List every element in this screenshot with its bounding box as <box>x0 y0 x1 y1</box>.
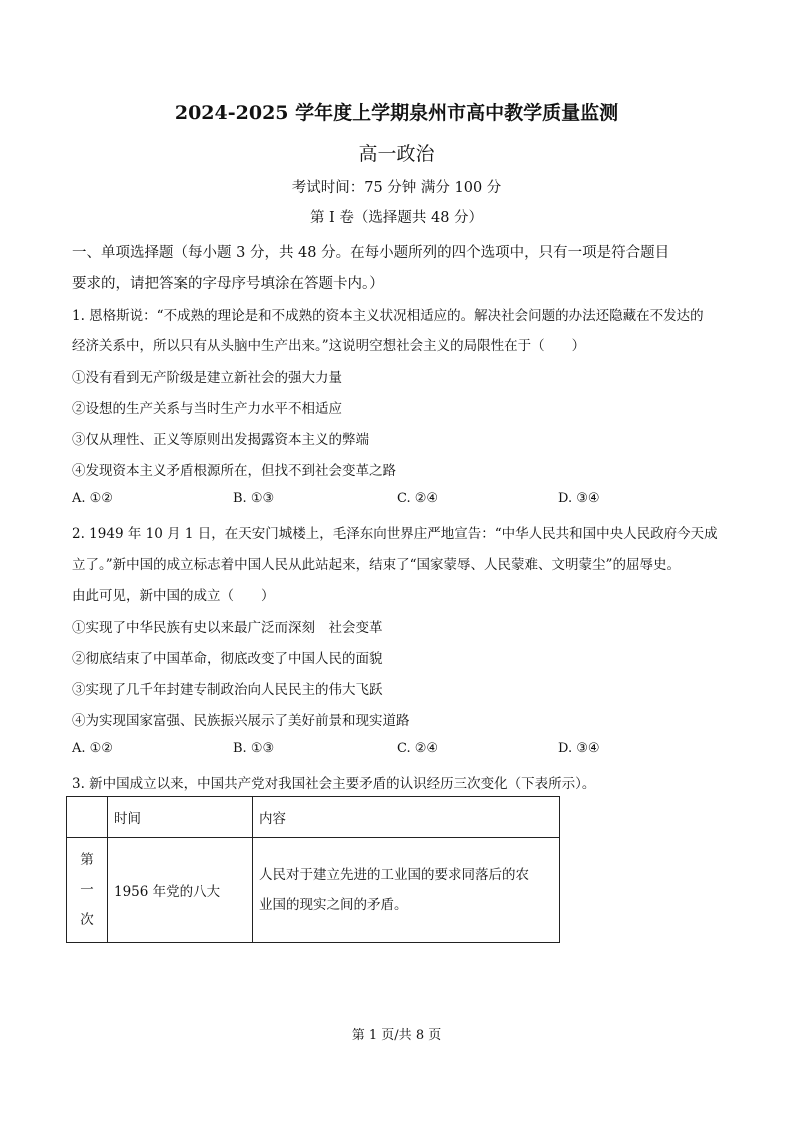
q2-statement-4: ④为实现国家富强、民族振兴展示了美好前景和现实道路 <box>72 713 410 729</box>
row-label-char-1: 第 <box>80 852 94 868</box>
q2-option-c: C. ②④ <box>397 741 439 756</box>
q1-statement-3: ③仅从理性、正义等原则出发揭露资本主义的弊端 <box>72 432 369 448</box>
q2-option-a: A. ①② <box>72 741 113 756</box>
q2-stem-line3: 由此可见，新中国的成立（ ） <box>72 588 275 604</box>
q1-statement-4: ④发现资本主义矛盾根源所在，但找不到社会变革之路 <box>72 463 396 479</box>
part-title: 第 I 卷（选择题共 48 分） <box>309 210 484 226</box>
q2-stem-line1: 2. 1949 年 10 月 1 日，在天安门城楼上，毛泽东向世界庄严地宣告：“中华人民共和国中央人民政府今天成 <box>72 526 718 542</box>
section-heading-line1: 一、单项选择题（每小题 3 分，共 48 分。在每小题所列的四个选项中，只有一项是符合题目 <box>72 245 670 261</box>
q2-statement-2: ②彻底结束了中国革命，彻底改变了中国人民的面貌 <box>72 651 383 667</box>
q1-stem-line1: 1. 恩格斯说：“不成熟的理论是和不成熟的资本主义状况相适应的。解决社会问题的办法还隐藏在不发达的 <box>72 308 704 324</box>
table-row-label <box>67 838 108 943</box>
page-number: 第 1 页/共 8 页 <box>351 1028 442 1043</box>
exam-title: 2024-2025 学年度上学期泉州市高中教学质量监测 <box>174 102 619 124</box>
q1-option-c: C. ②④ <box>397 491 439 506</box>
row-label-char-2: 一 <box>80 882 94 898</box>
q3-contradiction-table <box>66 796 560 943</box>
q1-option-a: A. ①② <box>72 491 113 506</box>
table-header-content: 内容 <box>253 797 560 838</box>
table-cell-time: 1956 年党的八大 <box>108 838 253 943</box>
q2-statement-1: ①实现了中华民族有史以来最广泛而深刻 社会变革 <box>72 620 383 636</box>
q1-stem-line2: 经济关系中，所以只有从头脑中生产出来。”这说明空想社会主义的局限性在于（ ） <box>72 338 586 354</box>
q1-option-d: D. ③④ <box>558 491 600 506</box>
table-header-time: 时间 <box>108 797 253 838</box>
table-cell-content-line1: 人民对于建立先进的工业国的要求同落后的农 <box>259 867 529 883</box>
table-header-row <box>67 797 560 838</box>
q2-stem-line2: 立了。”新中国的成立标志着中国人民从此站起来，结束了“国家蒙辱、人民蒙难、文明蒙尘”的屈辱史。 <box>72 557 680 573</box>
q1-option-b: B. ①③ <box>233 491 275 506</box>
q1-statement-1: ①没有看到无产阶级是建立新社会的强大力量 <box>72 370 342 386</box>
table-cell-content-line2: 业国的现实之间的矛盾。 <box>259 897 408 913</box>
exam-info: 考试时间：75 分钟 满分 100 分 <box>291 180 502 196</box>
row-label-char-3: 次 <box>80 912 94 928</box>
q2-option-d: D. ③④ <box>558 741 600 756</box>
table-cell-content <box>253 838 560 943</box>
section-heading-line2: 要求的，请把答案的字母序号填涂在答题卡内。） <box>72 276 384 292</box>
q1-statement-2: ②设想的生产关系与当时生产力水平不相适应 <box>72 401 342 417</box>
table-row <box>67 838 560 943</box>
q2-option-b: B. ①③ <box>233 741 275 756</box>
subject-title: 高一政治 <box>358 143 435 165</box>
q3-stem-line1: 3. 新中国成立以来，中国共产党对我国社会主要矛盾的认识经历三次变化（下表所示）。 <box>72 776 596 792</box>
table-header-blank <box>67 797 108 838</box>
q2-statement-3: ③实现了几千年封建专制政治向人民民主的伟大飞跃 <box>72 682 383 698</box>
